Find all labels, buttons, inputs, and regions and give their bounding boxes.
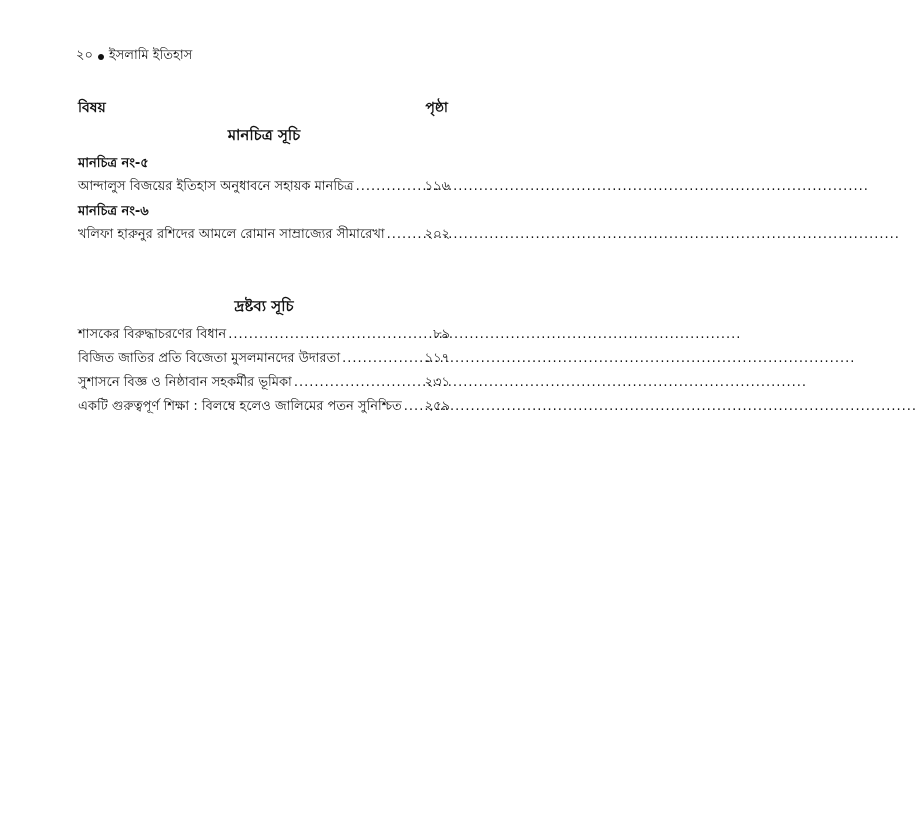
dot-leader: [387, 227, 423, 242]
maps-section-title: মানচিত্র সূচি: [227, 126, 301, 144]
page-column-heading: পৃষ্ঠা: [425, 100, 448, 116]
bullet-icon: [98, 54, 104, 60]
entry-page: ৮৯: [433, 327, 450, 342]
toc-entry[interactable]: [78, 325, 450, 346]
toc-entry[interactable]: [78, 349, 450, 370]
toc-entry[interactable]: [78, 373, 450, 394]
map-label: মানচিত্র নং-৬: [78, 204, 149, 219]
entry-title: বিজিত জাতির প্রতি বিজেতা মুসলমানদের উদারতা: [78, 351, 341, 366]
entry-page: ২৩১: [424, 375, 450, 390]
page-number: ২০: [76, 48, 93, 63]
entry-page: ১১৬: [424, 179, 450, 194]
entry-page: ২৫৯: [424, 399, 450, 414]
entry-title: একটি গুরুত্বপূর্ণ শিক্ষা : বিলম্বে হলেও জালিমের পতন সুনিশ্চিত: [78, 399, 402, 414]
dot-leader: [228, 327, 431, 342]
toc-entry[interactable]: [78, 177, 450, 198]
entry-title: খলিফা হারুনুর রশিদের আমলে রোমান সাম্রাজ্যের সীমারেখা: [78, 227, 385, 242]
book-title: ইসলামি ইতিহাস: [108, 48, 193, 63]
dot-leader: [356, 179, 423, 194]
entry-title: শাসকের বিরুদ্ধাচরণের বিধান: [78, 327, 227, 342]
running-header: [76, 46, 192, 67]
entry-title: সুশাসনে বিজ্ঞ ও নিষ্ঠাবান সহকর্মীর ভূমিকা: [78, 375, 292, 390]
entry-title: আন্দালুস বিজয়ের ইতিহাস অনুধাবনে সহায়ক মানচিত্র: [78, 179, 354, 194]
toc-entry[interactable]: [78, 225, 450, 246]
notes-section-title: দ্রষ্টব্য সূচি: [234, 297, 294, 315]
dot-leader: [294, 375, 423, 390]
dot-leader: [342, 351, 423, 366]
subject-column-heading: বিষয়: [78, 100, 106, 116]
map-label: মানচিত্র নং-৫: [78, 156, 149, 171]
toc-entry[interactable]: [78, 397, 450, 418]
dot-leader: [404, 399, 423, 414]
entry-page: ১১৭: [424, 351, 450, 366]
entry-page: ২০২: [424, 227, 450, 242]
